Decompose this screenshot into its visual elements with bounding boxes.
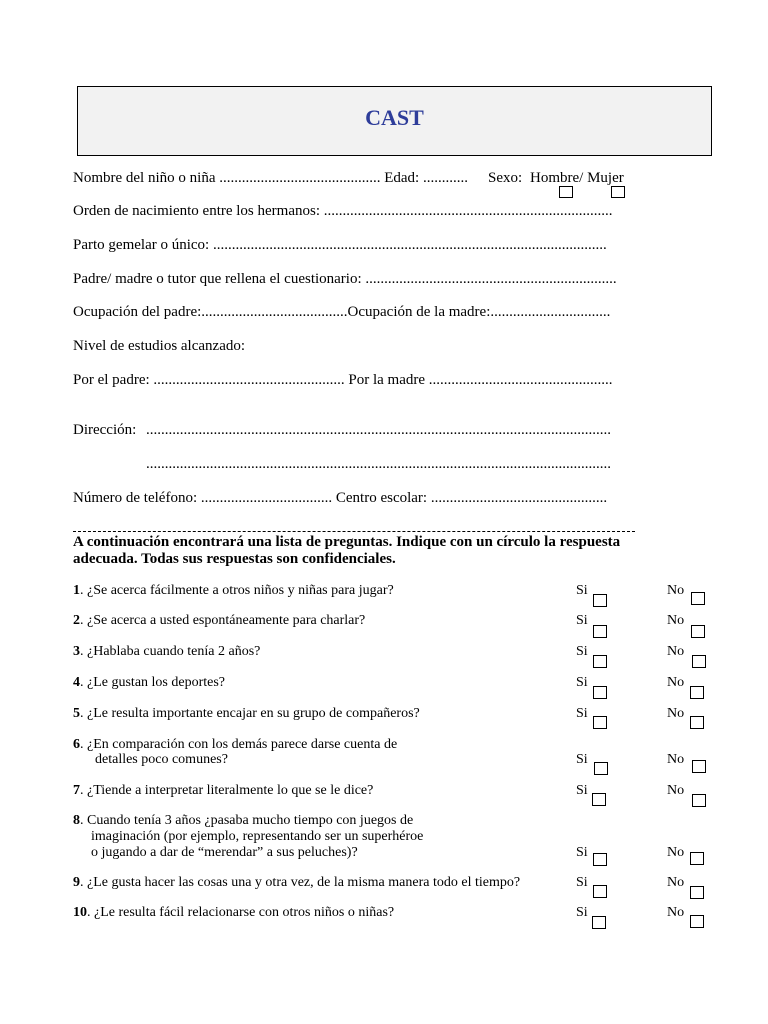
question-7 — [73, 783, 373, 799]
no-label: No — [667, 752, 685, 767]
question-number: 4 — [73, 675, 80, 690]
intro-line-2: adecuada. Todas sus respuestas son confidenciales. — [73, 551, 396, 567]
yes-label: Si — [576, 905, 588, 920]
question-text: . ¿Hablaba cuando tenía 2 años? — [80, 644, 261, 659]
sex-options: Hombre/ Mujer — [530, 170, 624, 186]
question-number: 5 — [73, 706, 80, 721]
question-8-line-3: o jugando a dar de “merendar” a sus peluches)? — [91, 845, 358, 860]
question-number: 3 — [73, 644, 80, 659]
question-number: 2 — [73, 613, 80, 628]
yes-checkbox-6[interactable] — [594, 762, 608, 775]
education-heading: Nivel de estudios alcanzado: — [73, 338, 246, 354]
section-divider — [73, 531, 635, 532]
no-label: No — [667, 675, 685, 690]
no-checkbox-4[interactable] — [690, 686, 704, 699]
education-parents-field[interactable]: Por el padre: ................................................... Por la madre ................................................. — [73, 372, 613, 388]
yes-label: Si — [576, 613, 588, 628]
question-number: 8 — [73, 813, 80, 828]
address-label: Dirección: — [73, 422, 137, 438]
yes-label: Si — [576, 845, 588, 860]
question-text: . ¿En comparación con los demás parece darse cuenta de — [80, 737, 398, 752]
question-10 — [73, 905, 394, 921]
yes-checkbox-3[interactable] — [593, 655, 607, 668]
birth-order-field[interactable]: Orden de nacimiento entre los hermanos: ............................................................................. — [73, 203, 613, 219]
no-label: No — [667, 845, 685, 860]
no-checkbox-1[interactable] — [691, 592, 705, 605]
yes-checkbox-1[interactable] — [593, 594, 607, 607]
question-text: . ¿Se acerca fácilmente a otros niños y niñas para jugar? — [80, 583, 394, 598]
no-label: No — [667, 783, 685, 798]
question-text: . ¿Le gustan los deportes? — [80, 675, 226, 690]
no-checkbox-3[interactable] — [692, 655, 706, 668]
question-8 — [73, 813, 413, 829]
yes-label: Si — [576, 706, 588, 721]
no-checkbox-9[interactable] — [690, 886, 704, 899]
yes-label: Si — [576, 752, 588, 767]
question-number: 9 — [73, 875, 80, 890]
no-checkbox-7[interactable] — [692, 794, 706, 807]
question-6-line-2: detalles poco comunes? — [95, 752, 228, 767]
question-3 — [73, 644, 260, 660]
yes-checkbox-8[interactable] — [593, 853, 607, 866]
no-checkbox-5[interactable] — [690, 716, 704, 729]
no-checkbox-10[interactable] — [690, 915, 704, 928]
no-label: No — [667, 905, 685, 920]
yes-checkbox-5[interactable] — [593, 716, 607, 729]
question-text: . ¿Le resulta importante encajar en su grupo de compañeros? — [80, 706, 420, 721]
name-age-field[interactable]: Nombre del niño o niña ........................................... Edad: ............ — [73, 170, 468, 186]
question-9 — [73, 875, 520, 891]
question-number: 7 — [73, 783, 80, 798]
no-checkbox-8[interactable] — [690, 852, 704, 865]
no-label: No — [667, 644, 685, 659]
yes-label: Si — [576, 875, 588, 890]
question-1 — [73, 583, 394, 599]
address-line-2[interactable]: ............................................................................................................................ — [146, 456, 611, 472]
question-number: 1 — [73, 583, 80, 598]
question-number: 10 — [73, 905, 87, 920]
male-checkbox[interactable] — [559, 186, 573, 198]
yes-checkbox-9[interactable] — [593, 885, 607, 898]
no-checkbox-6[interactable] — [692, 760, 706, 773]
yes-checkbox-7[interactable] — [592, 793, 606, 806]
question-8-line-2: imaginación (por ejemplo, representando ser un superhéroe — [91, 829, 424, 844]
yes-checkbox-4[interactable] — [593, 686, 607, 699]
yes-label: Si — [576, 783, 588, 798]
no-label: No — [667, 613, 685, 628]
question-text: . ¿Se acerca a usted espontáneamente para charlar? — [80, 613, 366, 628]
no-label: No — [667, 875, 685, 890]
no-label: No — [667, 583, 685, 598]
address-line-1[interactable]: ............................................................................................................................ — [146, 422, 611, 438]
yes-label: Si — [576, 644, 588, 659]
occupation-field[interactable]: Ocupación del padre:.......................................Ocupación de la madre:................................ — [73, 304, 611, 320]
page-title: CAST — [365, 105, 424, 130]
question-text: . ¿Tiende a interpretar literalmente lo que se le dice? — [80, 783, 374, 798]
yes-checkbox-10[interactable] — [592, 916, 606, 929]
question-6 — [73, 737, 397, 753]
yes-label: Si — [576, 583, 588, 598]
respondent-field[interactable]: Padre/ madre o tutor que rellena el cuestionario: ................................................................... — [73, 271, 617, 287]
title-box — [77, 86, 712, 156]
question-text: . ¿Le gusta hacer las cosas una y otra vez, de la misma manera todo el tiempo? — [80, 875, 521, 890]
question-4 — [73, 675, 225, 691]
question-text: . ¿Le resulta fácil relacionarse con otros niños o niñas? — [87, 905, 395, 920]
yes-label: Si — [576, 675, 588, 690]
no-checkbox-2[interactable] — [691, 625, 705, 638]
sex-label: Sexo: — [488, 170, 523, 186]
twin-birth-field[interactable]: Parto gemelar o único: ......................................................................................................... — [73, 237, 607, 253]
question-2 — [73, 613, 365, 629]
no-label: No — [667, 706, 685, 721]
intro-line-1: A continuación encontrará una lista de preguntas. Indique con un círculo la respuesta — [73, 534, 621, 550]
female-checkbox[interactable] — [611, 186, 625, 198]
question-5 — [73, 706, 420, 722]
yes-checkbox-2[interactable] — [593, 625, 607, 638]
question-number: 6 — [73, 737, 80, 752]
phone-school-field[interactable]: Número de teléfono: ................................... Centro escolar: ............................................... — [73, 490, 608, 506]
question-text: . Cuando tenía 3 años ¿pasaba mucho tiempo con juegos de — [80, 813, 414, 828]
